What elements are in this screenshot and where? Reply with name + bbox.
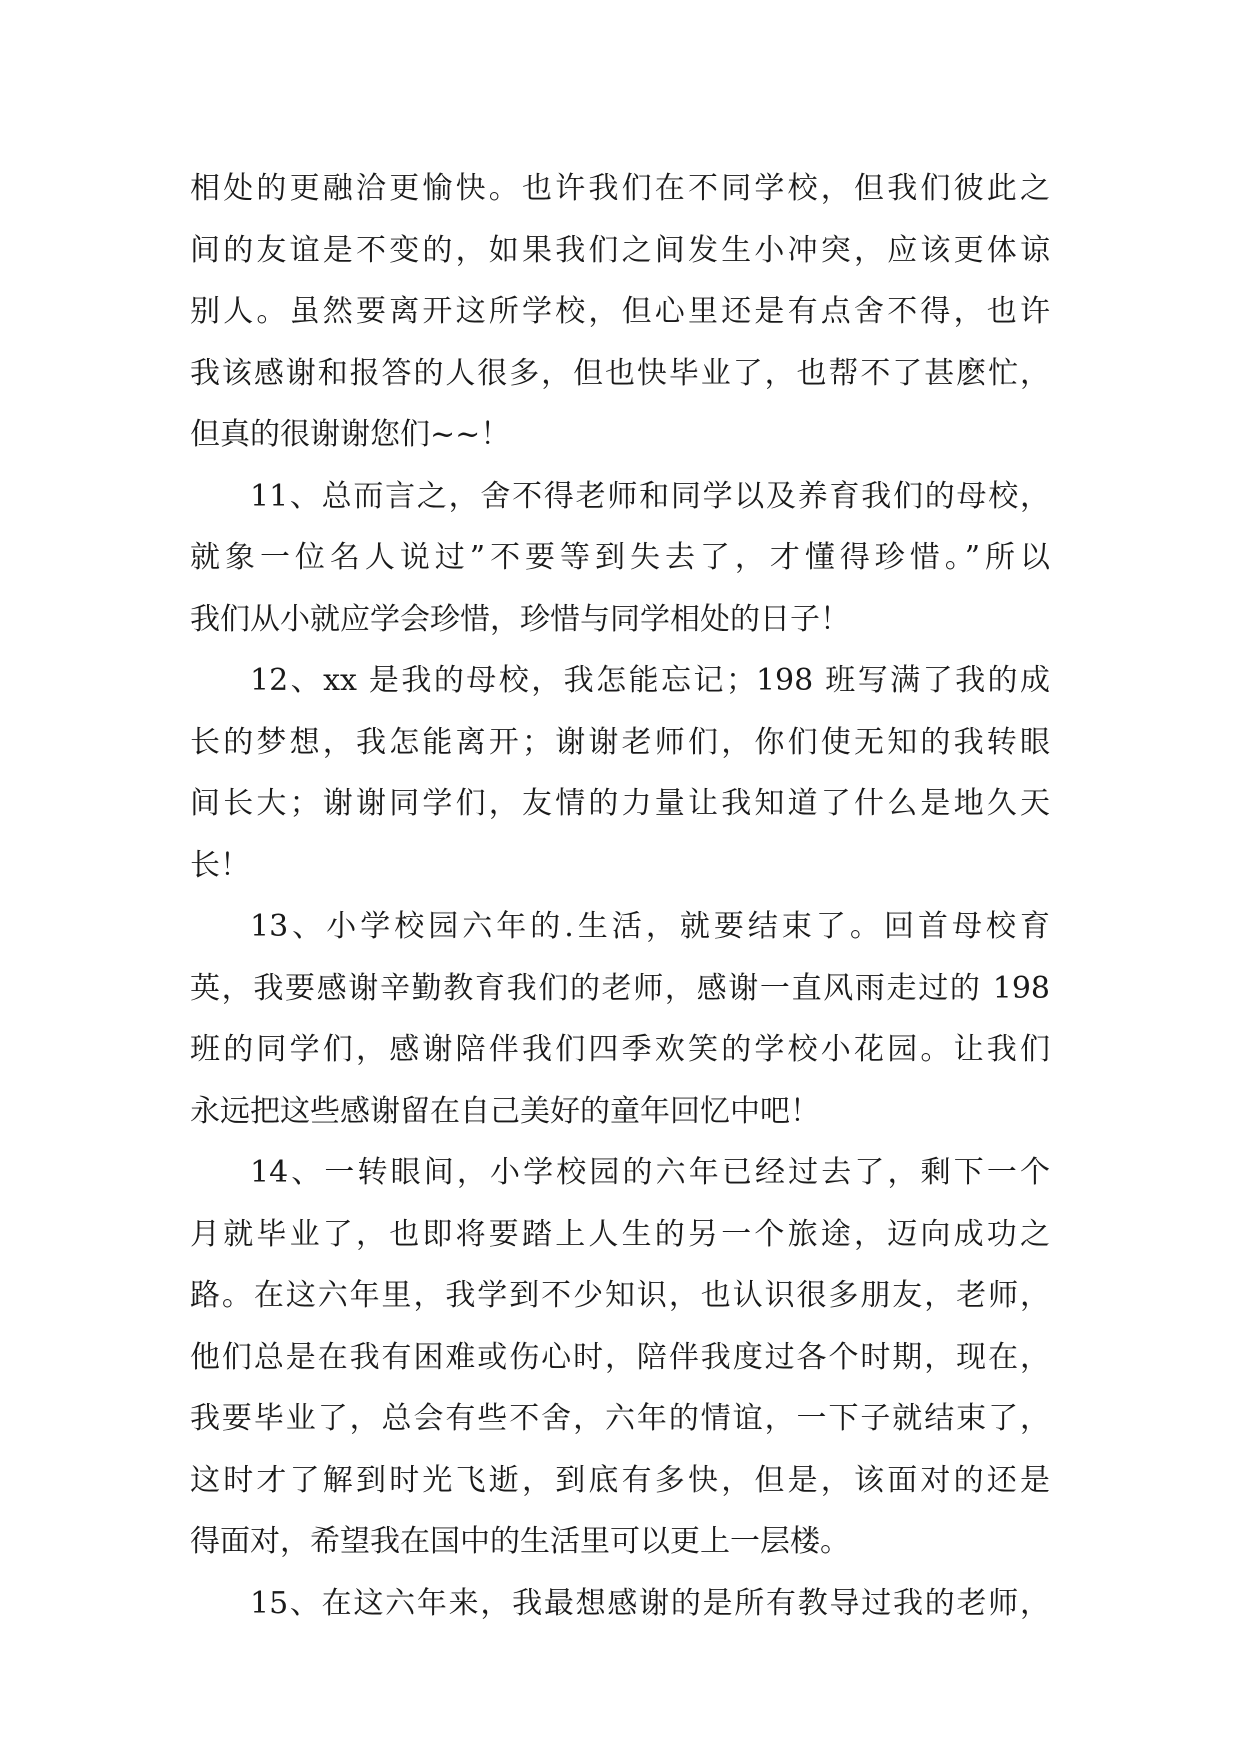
text-line: 间的友谊是不变的，如果我们之间发生小冲突，应该更体谅 xyxy=(190,232,1050,268)
text-line: 但真的很谢谢您们~~！ xyxy=(190,417,511,452)
text-line: 我要毕业了，总会有些不舍，六年的情谊，一下子就结束了， xyxy=(190,1401,1050,1436)
text-line: 月就毕业了，也即将要踏上人生的另一个旅途，迈向成功之 xyxy=(190,1216,1050,1252)
paragraph-12-start: 12、xx 是我的母校，我怎能忘记；198 班写满了我的成 xyxy=(250,663,1050,698)
text-line: 班的同学们，感谢陪伴我们四季欢笑的学校小花园。让我们 xyxy=(190,1032,1050,1067)
text-line: 长！ xyxy=(190,847,250,883)
text-line: 得面对，希望我在国中的生活里可以更上一层楼。 xyxy=(190,1524,850,1559)
text-line: 这时才了解到时光飞逝，到底有多快，但是，该面对的还是 xyxy=(190,1462,1050,1498)
text-line: 就象一位名人说过”不要等到失去了，才懂得珍惜。”所以 xyxy=(190,540,1050,575)
paragraph-15-start: 15、在这六年来，我最想感谢的是所有教导过我的老师， xyxy=(250,1585,1050,1621)
text-line: 间长大；谢谢同学们，友情的力量让我知道了什么是地久天 xyxy=(190,786,1050,821)
text-line: 我们从小就应学会珍惜，珍惜与同学相处的日子！ xyxy=(190,601,850,637)
text-line: 长的梦想，我怎能离开；谢谢老师们，你们使无知的我转眼 xyxy=(190,724,1050,760)
text-line: 别人。虽然要离开这所学校，但心里还是有点舍不得，也许 xyxy=(190,294,1050,329)
document-body xyxy=(190,158,1050,1634)
paragraph-11-start: 11、总而言之，舍不得老师和同学以及养育我们的母校， xyxy=(250,478,1050,514)
text-line: 他们总是在我有困难或伤心时，陪伴我度过各个时期，现在， xyxy=(190,1339,1050,1375)
text-line: 我该感谢和报答的人很多，但也快毕业了，也帮不了甚麽忙， xyxy=(190,355,1050,391)
text-line: 永远把这些感谢留在自己美好的童年回忆中吧！ xyxy=(190,1093,820,1129)
text-line: 路。在这六年里，我学到不少知识，也认识很多朋友，老师， xyxy=(190,1278,1050,1313)
paragraph-14-start: 14、一转眼间，小学校园的六年已经过去了，剩下一个 xyxy=(250,1155,1050,1190)
text-line: 相处的更融洽更愉快。也许我们在不同学校，但我们彼此之 xyxy=(190,171,1050,206)
paragraph-13-start: 13、小学校园六年的.生活，就要结束了。回首母校育 xyxy=(250,909,1050,944)
text-line: 英，我要感谢辛勤教育我们的老师，感谢一直风雨走过的 198 xyxy=(190,970,1050,1006)
